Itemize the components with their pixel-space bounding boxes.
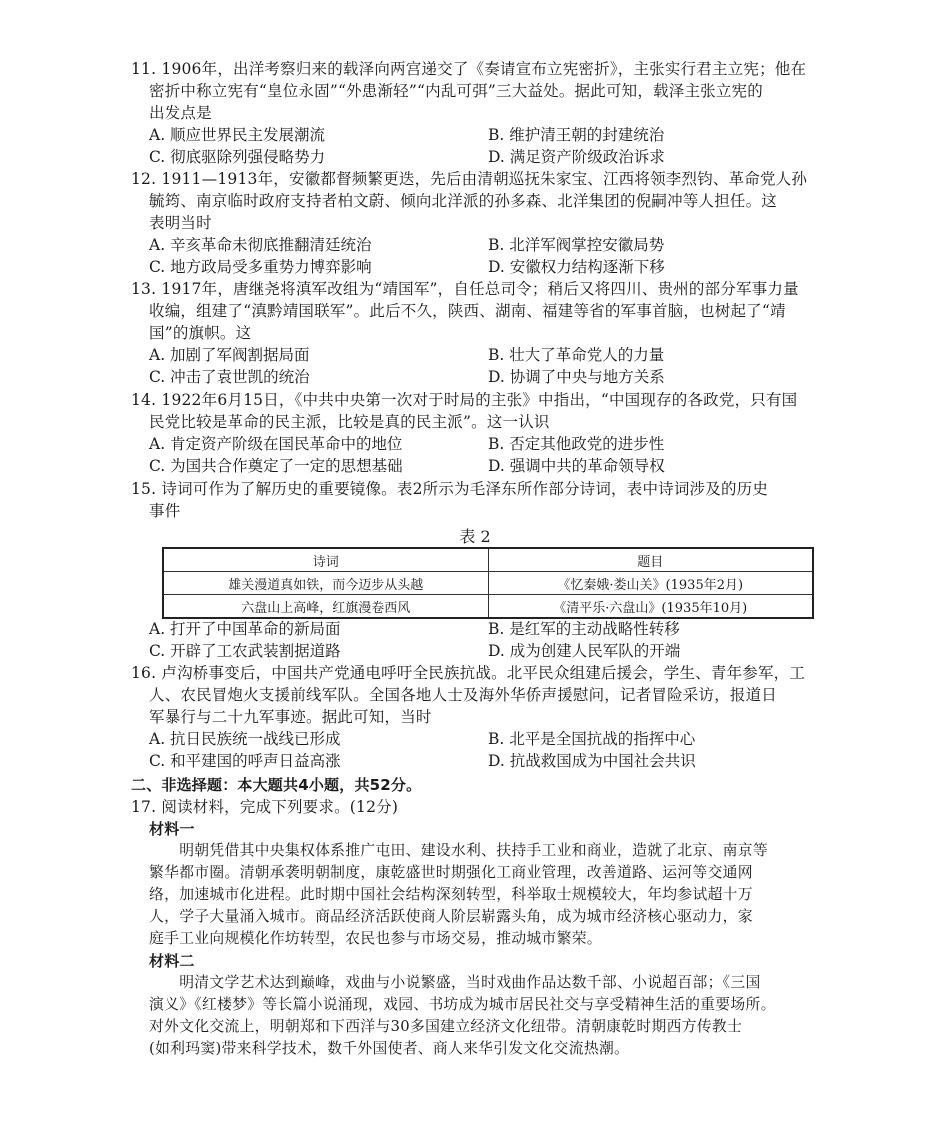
option-b: B. 壮大了革命党人的力量	[488, 346, 665, 364]
option-d: D. 抗战救国成为中国社会共识	[488, 752, 696, 770]
material-2-line: 对外文化交流上，明朝郑和下西洋与30多国建立经济文化纽带。清朝康乾时期西方传教士	[149, 1018, 743, 1035]
option-a: A. 顺应世界民主发展潮流	[149, 126, 326, 144]
option-b: B. 北平是全国抗战的指挥中心	[488, 730, 696, 748]
option-b: B. 是红军的主动战略性转移	[488, 620, 680, 638]
option-c: C. 冲击了袁世凯的统治	[149, 368, 310, 386]
option-d: D. 协调了中央与地方关系	[488, 368, 665, 386]
question-stem-line: 16. 卢沟桥事变后，中国共产党通电呼吁全民族抗战。北平民众组建后援会，学生、青年参军，工	[131, 664, 806, 682]
question-stem-line: 国”的旗帜。这	[149, 324, 252, 342]
options-row	[131, 256, 831, 278]
option-c: C. 彻底驱除列强侵略势力	[149, 148, 326, 166]
option-c: C. 为国共合作奠定了一定的思想基础	[149, 457, 403, 475]
options-row	[131, 146, 831, 168]
question-15	[131, 478, 831, 522]
material-2-line: 演义》《红楼梦》等长篇小说涌现，戏园、书坊成为城市居民社交与享受精神生活的重要场所。	[149, 996, 776, 1013]
material-1-line: 络，加速城市化进程。此时期中国社会结构深刻转型，科举取士规模较大，年均参试超十万	[149, 886, 753, 903]
material-1-line: 繁华都市圈。清朝承袭明朝制度，康乾盛世时期强化工商业管理，改善道路、运河等交通网	[149, 864, 753, 881]
question-stem-line: 11. 1906年，出洋考察归来的载泽向两宫递交了《奏请宣布立宪密折》，主张实行君主立宪；他在	[131, 60, 807, 78]
options-row	[131, 234, 831, 256]
option-a: A. 辛亥革命未彻底推翻清廷统治	[149, 236, 372, 254]
question-stem: 17. 阅读材料，完成下列要求。(12分)	[131, 798, 399, 816]
question-stem-line: 密折中称立宪有“皇位永固”“外患渐轻”“内乱可弭”三大益处。据此可知，载泽主张立宪的	[149, 82, 763, 100]
section-2	[131, 774, 831, 796]
question-stem-line: 14. 1922年6月15日，《中共中央第一次对于时局的主张》中指出，“中国现存的各政党，只有国	[131, 391, 798, 409]
poem-table	[162, 547, 814, 619]
question-stem-line: 出发点是	[149, 104, 212, 122]
option-c: C. 和平建国的呼声日益高涨	[149, 752, 341, 770]
question-17	[131, 796, 831, 1060]
question-15-options	[131, 618, 831, 662]
options-row	[131, 618, 831, 640]
table-cell: 雄关漫道真如铁，而今迈步从头越	[163, 572, 488, 595]
question-stem-line: 表明当时	[149, 214, 212, 232]
material-1-line: 人，学子大量涌入城市。商品经济活跃使商人阶层崭露头角，成为城市经济核心驱动力，家	[149, 908, 753, 925]
option-d: D. 满足资产阶级政治诉求	[488, 148, 665, 166]
options-row	[131, 750, 831, 772]
question-stem-line: 毓筠、南京临时政府支持者柏文蔚、倾向北洋派的孙多森、北洋集团的倪嗣冲等人担任。这	[149, 192, 778, 210]
option-a: A. 肯定资产阶级在国民革命中的地位	[149, 435, 403, 453]
material-2-label: 材料二	[149, 952, 195, 970]
question-stem-line: 事件	[149, 502, 181, 520]
options-row	[131, 455, 831, 477]
material-1-line: 庭手工业向规模化作坊转型，农民也参与市场交易，推动城市繁荣。	[149, 930, 602, 947]
material-2-line: (如利玛窦)带来科学技术，数千外国使者、商人来华引发文化交流热潮。	[149, 1040, 630, 1057]
question-13	[131, 278, 831, 388]
question-14	[131, 389, 831, 477]
options-row	[131, 124, 831, 146]
table-cell: 《清平乐·六盘山》(1935年10月)	[488, 595, 813, 619]
material-1-line: 明朝凭借其中央集权体系推广屯田、建设水利、扶持手工业和商业，造就了北京、南京等	[149, 842, 768, 859]
option-a: A. 加剧了军阀割据局面	[149, 346, 310, 364]
question-16	[131, 662, 831, 772]
question-stem-line: 13. 1917年，唐继尧将滇军改组为“靖国军”，自任总司令；稍后又将四川、贵州的部分军事力量	[131, 280, 799, 298]
question-stem-line: 人、农民冒炮火支援前线军队。全国各地人士及海外华侨声援慰问，记者冒险采访，报道日	[149, 686, 778, 704]
material-2-line: 明清文学艺术达到巅峰，戏曲与小说繁盛，当时戏曲作品达数千部、小说超百部；《三国	[149, 974, 761, 991]
table-row	[163, 595, 813, 619]
option-c: C. 地方政局受多重势力博弈影响	[149, 258, 372, 276]
table-row	[163, 572, 813, 595]
table-header: 诗词	[163, 548, 488, 572]
option-a: A. 打开了中国革命的新局面	[149, 620, 341, 638]
option-d: D. 安徽权力结构逐渐下移	[488, 258, 665, 276]
question-stem-line: 民党比较是革命的民主派，比较是真的民主派”。这一认识	[149, 413, 550, 431]
section-title: 二、非选择题：本大题共4小题，共52分。	[131, 776, 422, 794]
options-row	[131, 640, 831, 662]
option-d: D. 成为创建人民军队的开端	[488, 642, 681, 660]
option-d: D. 强调中共的革命领导权	[488, 457, 665, 475]
table-cell: 《忆秦娥·娄山关》(1935年2月)	[488, 572, 813, 595]
question-stem-line: 收编，组建了“滇黔靖国联军”。此后不久，陕西、湖南、福建等省的军事首脑，也树起了“靖	[149, 302, 786, 320]
question-11	[131, 58, 831, 168]
options-row	[131, 728, 831, 750]
material-1-label: 材料一	[149, 820, 195, 838]
table-header: 题目	[488, 548, 813, 572]
question-stem-line: 15. 诗词可作为了解历史的重要镜像。表2所示为毛泽东所作部分诗词，表中诗词涉及的历史	[131, 480, 769, 498]
table-caption: 表 2	[459, 527, 491, 546]
option-c: C. 开辟了工农武装割据道路	[149, 642, 341, 660]
table-cell: 六盘山上高峰，红旗漫卷西风	[163, 595, 488, 619]
options-row	[131, 366, 831, 388]
option-a: A. 抗日民族统一战线已形成	[149, 730, 341, 748]
option-b: B. 维护清王朝的封建统治	[488, 126, 665, 144]
table-header-row	[163, 548, 813, 572]
option-b: B. 否定其他政党的进步性	[488, 435, 665, 453]
question-stem-line: 军暴行与二十九军事迹。据此可知，当时	[149, 708, 432, 726]
question-12	[131, 168, 831, 278]
option-b: B. 北洋军阀掌控安徽局势	[488, 236, 665, 254]
question-stem-line: 12. 1911—1913年，安徽都督频繁更迭，先后由清朝巡抚朱家宝、江西将领李烈钧、革命党人孙	[131, 170, 808, 188]
options-row	[131, 344, 831, 366]
options-row	[131, 433, 831, 455]
